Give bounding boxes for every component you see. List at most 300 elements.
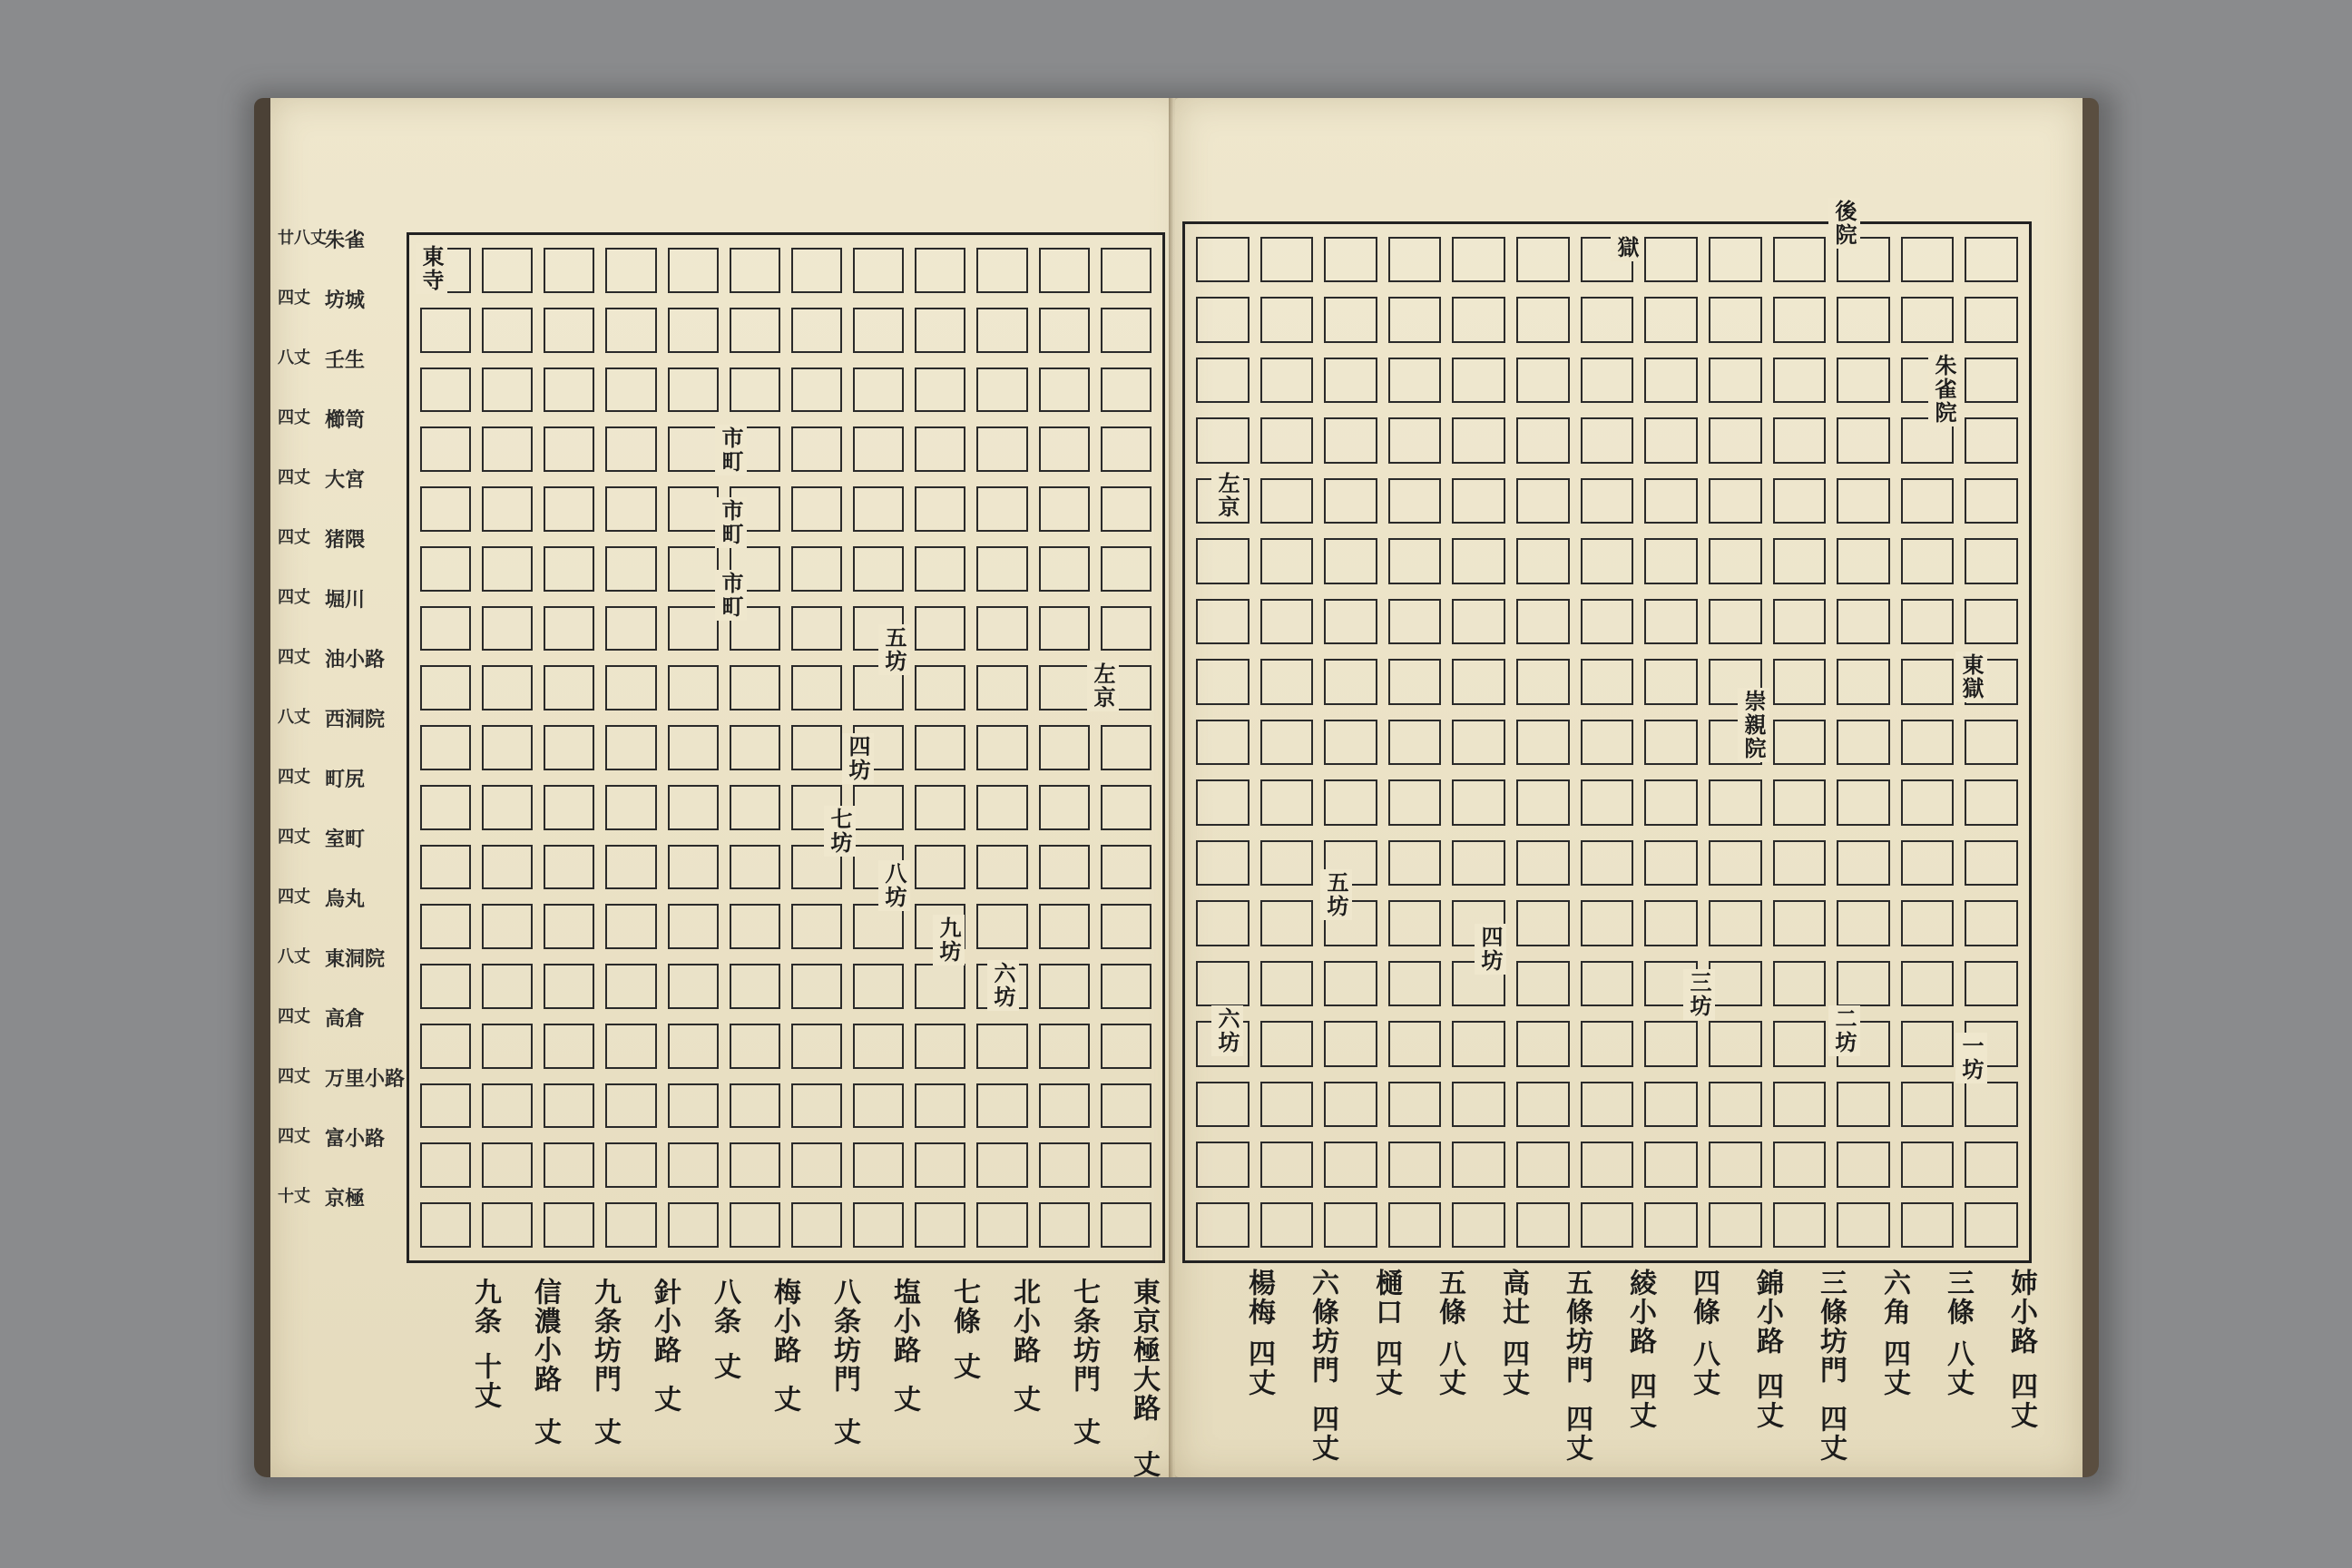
city-block [1773,1082,1827,1127]
city-block [1581,417,1634,463]
place-name: 四坊 [842,733,874,784]
city-block [1324,237,1377,282]
city-block [1901,538,1955,583]
city-block [1452,1142,1505,1187]
city-block [544,248,594,293]
side-width: 四丈 [278,1067,310,1086]
city-block [605,1202,656,1248]
city-block [1965,1082,2018,1127]
city-block [1196,297,1250,342]
city-block [1388,297,1442,342]
city-block [482,486,533,532]
city-block [1837,1202,1890,1248]
city-block [915,725,965,770]
city-block [1773,779,1827,825]
city-block [1965,779,2018,825]
city-block [420,308,471,353]
city-block [1101,725,1152,770]
city-block [976,785,1027,830]
city-block [482,308,533,353]
city-block [1101,1202,1152,1248]
city-block [976,248,1027,293]
street-width: 四丈 [1624,1372,1656,1430]
city-block [1452,538,1505,583]
city-block [605,1024,656,1069]
street-width: 丈 [828,1417,860,1446]
side-street-name: 東洞院 [325,947,386,971]
city-block [1039,1083,1090,1129]
city-block [1388,1021,1442,1066]
city-block [544,785,594,830]
city-block [853,486,904,532]
city-block [1709,1082,1762,1127]
city-block [1837,720,1890,765]
city-block [1101,486,1152,532]
city-block [730,665,780,710]
side-street-name: 京極 [325,1187,366,1210]
place-name: 二坊 [1828,1005,1860,1056]
city-block [1260,1202,1314,1248]
city-block [482,725,533,770]
city-block [544,486,594,532]
street-name: 六條坊門 [1307,1269,1338,1385]
city-block [1196,1142,1250,1187]
street-name: 梅小路 [769,1278,800,1365]
city-block [976,1142,1027,1188]
city-block [730,1142,780,1188]
city-block [1709,1202,1762,1248]
city-block [1516,417,1570,463]
city-block [1965,417,2018,463]
city-block [668,606,719,652]
city-block [915,308,965,353]
place-name: 九坊 [933,915,965,965]
street-name: 北小路 [1008,1278,1040,1365]
city-block [915,368,965,413]
city-block [1452,659,1505,704]
city-block [1773,417,1827,463]
city-block [420,1202,471,1248]
city-block [853,426,904,472]
city-block [791,725,842,770]
city-block [976,665,1027,710]
city-block [1101,426,1152,472]
side-width: 四丈 [278,408,310,427]
city-block [730,1083,780,1129]
city-block [1837,1082,1890,1127]
city-block [605,248,656,293]
side-street-name: 油小路 [325,648,386,671]
right-map-grid [1185,224,2029,1260]
city-block [1773,1202,1827,1248]
city-block [853,368,904,413]
street-name: 三條 [1942,1269,1974,1327]
city-block [791,248,842,293]
city-block [605,1083,656,1129]
left-map-grid [409,235,1162,1260]
city-block [1388,840,1442,886]
city-block [1101,368,1152,413]
city-block [1196,538,1250,583]
city-block [1039,964,1090,1009]
city-block [1260,1021,1314,1066]
city-block [1773,237,1827,282]
city-block [1388,417,1442,463]
city-block [1260,237,1314,282]
city-block [853,1083,904,1129]
city-block [544,1024,594,1069]
city-block [1644,538,1698,583]
city-block [1837,1142,1890,1187]
city-block [1101,606,1152,652]
city-block [1837,659,1890,704]
city-block [668,368,719,413]
city-block [1260,840,1314,886]
street-width: 四丈 [1561,1405,1592,1463]
city-block [1644,779,1698,825]
city-block [1581,1021,1634,1066]
side-width: 四丈 [278,528,310,547]
city-block [1516,900,1570,946]
city-block [1901,297,1955,342]
city-block [1965,1142,2018,1187]
city-block [791,606,842,652]
city-block [1773,599,1827,644]
city-block [1260,599,1314,644]
city-block [1101,964,1152,1009]
side-width: 四丈 [278,289,310,308]
city-block [668,725,719,770]
city-block [1516,961,1570,1006]
city-block [605,1142,656,1188]
side-street-name: 万里小路 [325,1067,406,1091]
city-block [791,1202,842,1248]
side-street-name: 富小路 [325,1127,386,1151]
city-block [1837,840,1890,886]
city-block [1709,297,1762,342]
city-block [915,248,965,293]
city-block [915,1024,965,1069]
city-block [1965,900,2018,946]
city-block [1581,538,1634,583]
city-block [1452,1202,1505,1248]
city-block [1101,248,1152,293]
city-block [1901,1202,1955,1248]
city-block [791,1024,842,1069]
city-block [605,368,656,413]
city-block [1773,1021,1827,1066]
city-block [544,725,594,770]
city-block [420,486,471,532]
street-name: 綾小路 [1624,1269,1656,1356]
city-block [1260,478,1314,524]
side-street-name: 朱雀 [325,229,366,252]
city-block [482,368,533,413]
city-block [1901,659,1955,704]
street-width: 丈 [649,1385,681,1414]
street-width: 丈 [888,1385,920,1414]
city-block [1260,720,1314,765]
city-block [668,1083,719,1129]
side-street-name: 猪隈 [325,528,366,552]
city-block [668,248,719,293]
city-block [1324,720,1377,765]
city-block [976,1083,1027,1129]
place-name: 六坊 [1211,1005,1243,1056]
city-block [482,1142,533,1188]
city-block [730,368,780,413]
side-width: 四丈 [278,1127,310,1146]
city-block [1644,1021,1698,1066]
city-block [1324,599,1377,644]
street-width: 丈 [948,1352,980,1381]
city-block [1388,1082,1442,1127]
city-block [1965,478,2018,524]
city-block [1196,417,1250,463]
city-block [482,1202,533,1248]
city-block [915,546,965,592]
city-block [1644,1082,1698,1127]
city-block [1644,358,1698,403]
side-street-name: 西洞院 [325,708,386,731]
city-block [482,845,533,890]
city-block [668,486,719,532]
city-block [482,785,533,830]
place-name: 獄 [1611,234,1642,261]
city-block [668,1202,719,1248]
street-name: 六角 [1878,1269,1910,1327]
city-block [420,426,471,472]
city-block [544,1083,594,1129]
street-name: 信濃小路 [529,1278,561,1394]
city-block [1260,900,1314,946]
city-block [1516,779,1570,825]
side-street-name: 大宮 [325,468,366,492]
place-name: 市町 [715,497,747,548]
city-block [853,785,904,830]
city-block [482,546,533,592]
city-block [1516,1202,1570,1248]
place-name: 市町 [715,425,747,475]
city-block [605,964,656,1009]
city-block [1452,478,1505,524]
street-width: 丈 [1128,1450,1160,1479]
city-block [1709,417,1762,463]
city-block [1516,478,1570,524]
place-name: 東寺 [416,243,447,294]
street-width: 丈 [589,1417,621,1446]
city-block [1388,599,1442,644]
city-block [1901,1082,1955,1127]
street-name: 三條坊門 [1815,1269,1847,1385]
city-block [1644,417,1698,463]
city-block [915,1083,965,1129]
city-block [976,1024,1027,1069]
city-block [976,606,1027,652]
city-block [1516,538,1570,583]
city-block [1965,961,2018,1006]
city-block [1260,358,1314,403]
city-block [1901,961,1955,1006]
city-block [915,785,965,830]
city-block [482,665,533,710]
city-block [1901,900,1955,946]
city-block [1260,297,1314,342]
side-street-name: 堀川 [325,588,366,612]
side-width: 四丈 [278,768,310,787]
street-name: 樋口 [1370,1269,1402,1327]
city-block [1324,659,1377,704]
street-width: 丈 [529,1417,561,1446]
place-name: 三坊 [1683,969,1715,1020]
city-block [730,308,780,353]
city-block [1196,961,1250,1006]
city-block [1965,1202,2018,1248]
city-block [668,546,719,592]
right-map-frame [1182,221,2032,1263]
city-block [1516,1082,1570,1127]
city-block [976,725,1027,770]
city-block [1709,538,1762,583]
city-block [1101,845,1152,890]
place-name: 五坊 [878,624,910,675]
city-block [853,546,904,592]
city-block [1452,779,1505,825]
city-block [1709,237,1762,282]
street-width: 四丈 [1751,1372,1783,1430]
city-block [1039,606,1090,652]
city-block [605,546,656,592]
place-name: 市町 [715,570,747,621]
city-block [791,1142,842,1188]
city-block [1324,297,1377,342]
city-block [1709,358,1762,403]
side-width: 四丈 [278,468,310,487]
side-width: 四丈 [278,1007,310,1026]
city-block [976,845,1027,890]
city-block [420,904,471,949]
city-block [420,1083,471,1129]
city-block [1965,237,2018,282]
city-block [1581,900,1634,946]
left-map-frame [407,232,1165,1263]
city-block [482,606,533,652]
city-block [544,845,594,890]
city-block [976,368,1027,413]
city-block [1388,1202,1442,1248]
city-block [1196,358,1250,403]
city-block [1837,961,1890,1006]
street-width: 丈 [769,1385,800,1414]
city-block [1901,1021,1955,1066]
city-block [1773,659,1827,704]
street-width: 丈 [1068,1417,1100,1446]
city-block [1196,1082,1250,1127]
city-block [1452,1021,1505,1066]
city-block [1039,486,1090,532]
city-block [1773,961,1827,1006]
place-name: 一坊 [1955,1033,1987,1083]
city-block [915,606,965,652]
place-name: 崇親院 [1738,688,1769,762]
city-block [1196,659,1250,704]
street-width: 四丈 [1497,1339,1529,1397]
city-block [1644,237,1698,282]
city-block [482,904,533,949]
city-block [420,725,471,770]
city-block [605,785,656,830]
street-name: 東京極大路 [1128,1278,1160,1423]
side-street-name: 烏丸 [325,887,366,911]
city-block [730,725,780,770]
city-block [1773,840,1827,886]
city-block [1260,779,1314,825]
city-block [1581,358,1634,403]
city-block [1324,1082,1377,1127]
city-block [853,964,904,1009]
place-name: 七坊 [824,806,856,857]
city-block [544,426,594,472]
city-block [420,606,471,652]
city-block [1773,1142,1827,1187]
city-block [853,1024,904,1069]
city-block [1644,659,1698,704]
street-name: 塩小路 [888,1278,920,1365]
city-block [1837,417,1890,463]
city-block [544,1142,594,1188]
open-book [254,98,2096,1477]
city-block [1837,538,1890,583]
city-block [1388,237,1442,282]
street-name: 姉小路 [2005,1269,2037,1356]
city-block [1196,840,1250,886]
city-block [1324,417,1377,463]
city-block [1196,599,1250,644]
city-block [1039,785,1090,830]
city-block [1260,1082,1314,1127]
city-block [605,486,656,532]
city-block [420,665,471,710]
city-block [1196,900,1250,946]
city-block [791,665,842,710]
side-width: 四丈 [278,588,310,607]
street-width: 丈 [1008,1385,1040,1414]
city-block [1516,1021,1570,1066]
city-block [668,308,719,353]
city-block [544,665,594,710]
city-block [1644,1142,1698,1187]
city-block [1581,720,1634,765]
city-block [1039,1024,1090,1069]
city-block [668,1024,719,1069]
city-block [1101,1024,1152,1069]
city-block [1837,599,1890,644]
city-block [420,845,471,890]
street-name: 八条 [709,1278,740,1336]
city-block [1965,297,2018,342]
city-block [1324,538,1377,583]
street-name: 八条坊門 [828,1278,860,1394]
city-block [420,964,471,1009]
city-block [1901,237,1955,282]
street-name: 五條坊門 [1561,1269,1592,1385]
city-block [482,248,533,293]
city-block [605,845,656,890]
side-street-name: 室町 [325,828,366,851]
city-block [482,964,533,1009]
city-block [1581,297,1634,342]
city-block [1039,665,1090,710]
